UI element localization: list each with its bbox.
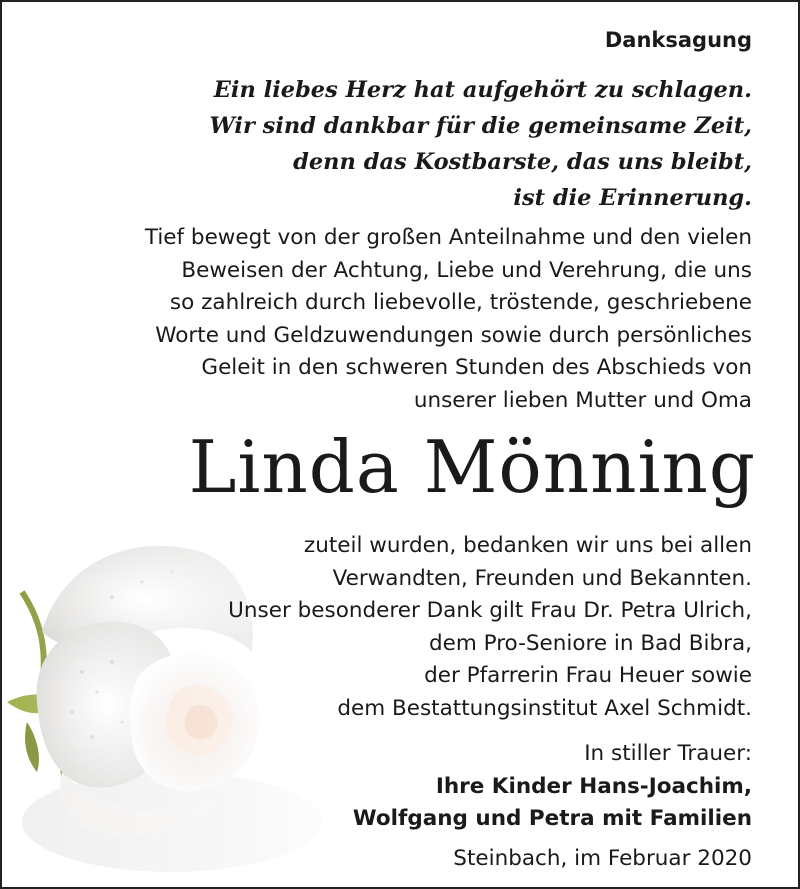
poem-line: denn das Kostbarste, das uns bleibt, (293, 149, 752, 175)
intro-paragraph (12, 222, 752, 417)
mourning-label: In stiller Trauer: (584, 741, 752, 766)
intro-line: Worte und Geldzuwendungen sowie durch persönliches (155, 322, 752, 348)
intro-line: so zahlreich durch liebevolle, tröstende, geschriebene (169, 290, 752, 315)
thanks-line: dem Bestattungsinstitut Axel Schmidt. (337, 695, 752, 721)
mourners-line: Ihre Kinder Hans-Joachim, (435, 773, 752, 799)
notice-title: Danksagung (604, 28, 752, 52)
mourners-block (232, 738, 752, 836)
thanks-line: zuteil wurden, bedanken wir uns bei allen (303, 533, 752, 558)
mourners-line: Wolfgang und Petra mit Familien (352, 806, 752, 831)
deceased-name: Linda Mönning (188, 425, 756, 509)
poem-line: Wir sind dankbar für die gemeinsame Zeit, (209, 113, 752, 139)
intro-line: Geleit in den schweren Stunden des Abschieds von (201, 355, 752, 380)
poem-line: Ein liebes Herz hat aufgehört zu schlagen. (213, 77, 752, 103)
thanks-line: dem Pro-Seniore in Bad Bibra, (428, 630, 752, 656)
intro-line: Tief bewegt von der großen Anteilnahme und den vielen (144, 225, 752, 250)
thanks-line: Unser besonderer Dank gilt Frau Dr. Petra Ulrich, (228, 598, 752, 623)
thanks-line: der Pfarrerin Frau Heuer sowie (424, 663, 752, 688)
intro-line: unserer lieben Mutter und Oma (413, 387, 752, 413)
thanks-paragraph (132, 530, 752, 725)
place-date: Steinbach, im Februar 2020 (453, 846, 752, 871)
poem (32, 72, 752, 216)
poem-line: ist die Erinnerung. (513, 185, 752, 211)
intro-line: Beweisen der Achtung, Liebe und Verehrung, die uns (181, 257, 752, 283)
thanks-line: Verwandten, Freunden und Bekannten. (332, 565, 752, 591)
